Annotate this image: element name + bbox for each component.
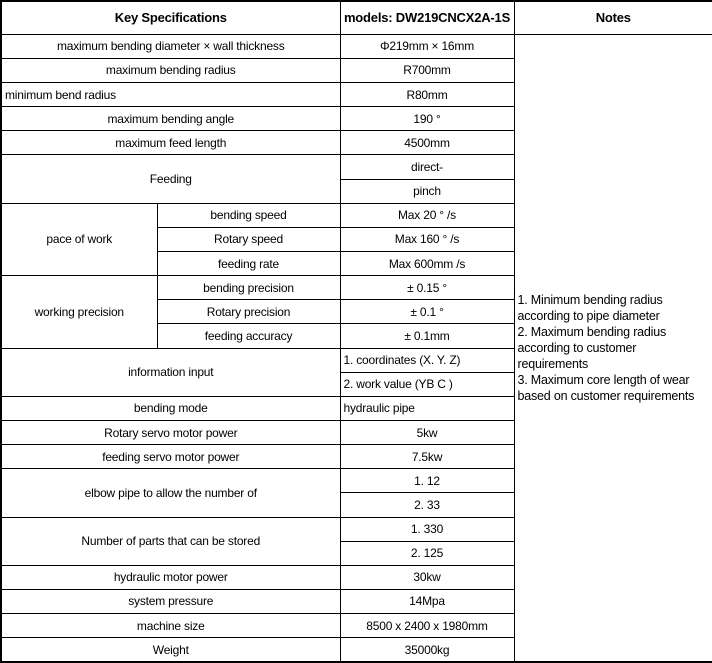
header-models: models: DW219CNCX2A-1S xyxy=(340,1,514,34)
table-row xyxy=(1,34,712,58)
spec-label-cell: maximum feed length xyxy=(1,131,340,155)
header-key-specifications: Key Specifications xyxy=(1,1,340,34)
spec-value-cell: 14Mpa xyxy=(340,589,514,613)
group-label-cell: information input xyxy=(1,348,340,396)
group-label-cell: pace of work xyxy=(1,203,157,275)
spec-value-cell: R700mm xyxy=(340,58,514,82)
spec-label-cell: hydraulic motor power xyxy=(1,565,340,589)
spec-label-cell: feeding servo motor power xyxy=(1,445,340,469)
spec-value-cell: direct- xyxy=(340,155,514,179)
note-line: 3. Maximum core length of wear based on customer requirements xyxy=(517,372,695,403)
spec-sublabel-cell: feeding rate xyxy=(157,251,340,275)
spec-value-cell: 30kw xyxy=(340,565,514,589)
spec-label-cell: maximum bending diameter × wall thickness xyxy=(1,34,340,58)
spec-value-cell: 2. work value (YB C ) xyxy=(340,372,514,396)
notes-cell xyxy=(514,34,712,662)
spec-value-cell: 1. 12 xyxy=(340,469,514,493)
spec-value-cell: Max 160 ° /s xyxy=(340,227,514,251)
spec-value-cell: Φ219mm × 16mm xyxy=(340,34,514,58)
spec-value-cell: 5kw xyxy=(340,420,514,444)
spec-label-cell: system pressure xyxy=(1,589,340,613)
spec-label-cell: bending mode xyxy=(1,396,340,420)
header-notes: Notes xyxy=(514,1,712,34)
spec-value-cell: 35000kg xyxy=(340,638,514,662)
spec-value-cell: 1. 330 xyxy=(340,517,514,541)
spec-value-cell: 2. 33 xyxy=(340,493,514,517)
spec-sublabel-cell: Rotary precision xyxy=(157,300,340,324)
spec-label-cell: Weight xyxy=(1,638,340,662)
spec-value-cell: 190 ° xyxy=(340,107,514,131)
spec-label-cell: maximum bending radius xyxy=(1,58,340,82)
group-label-cell: Feeding xyxy=(1,155,340,203)
group-label-cell: working precision xyxy=(1,276,157,348)
spec-value-cell: Max 600mm /s xyxy=(340,251,514,275)
spec-value-cell: 8500 x 2400 x 1980mm xyxy=(340,614,514,638)
spec-value-cell: ± 0.1mm xyxy=(340,324,514,348)
spec-value-cell: 1. coordinates (X. Y. Z) xyxy=(340,348,514,372)
spec-value-cell: pinch xyxy=(340,179,514,203)
spec-sublabel-cell: Rotary speed xyxy=(157,227,340,251)
spec-label-cell: maximum bending angle xyxy=(1,107,340,131)
spec-label-cell: minimum bend radius xyxy=(1,82,340,106)
spec-sublabel-cell: bending speed xyxy=(157,203,340,227)
spec-value-cell: 7.5kw xyxy=(340,445,514,469)
spec-value-cell: R80mm xyxy=(340,82,514,106)
group-label-cell: elbow pipe to allow the number of xyxy=(1,469,340,517)
table-header-row xyxy=(1,1,712,34)
spec-value-cell: ± 0.1 ° xyxy=(340,300,514,324)
spec-sublabel-cell: bending precision xyxy=(157,276,340,300)
spec-value-cell: hydraulic pipe xyxy=(340,396,514,420)
spec-value-cell: 2. 125 xyxy=(340,541,514,565)
spec-label-cell: Rotary servo motor power xyxy=(1,420,340,444)
spec-value-cell: ± 0.15 ° xyxy=(340,276,514,300)
group-label-cell: Number of parts that can be stored xyxy=(1,517,340,565)
spec-label-cell: machine size xyxy=(1,614,340,638)
spec-value-cell: 4500mm xyxy=(340,131,514,155)
spec-sublabel-cell: feeding accuracy xyxy=(157,324,340,348)
note-line: 1. Minimum bending radius according to pipe diameter xyxy=(517,292,663,323)
note-line: 2. Maximum bending radius according to customer requirements xyxy=(517,324,667,371)
spec-value-cell: Max 20 ° /s xyxy=(340,203,514,227)
